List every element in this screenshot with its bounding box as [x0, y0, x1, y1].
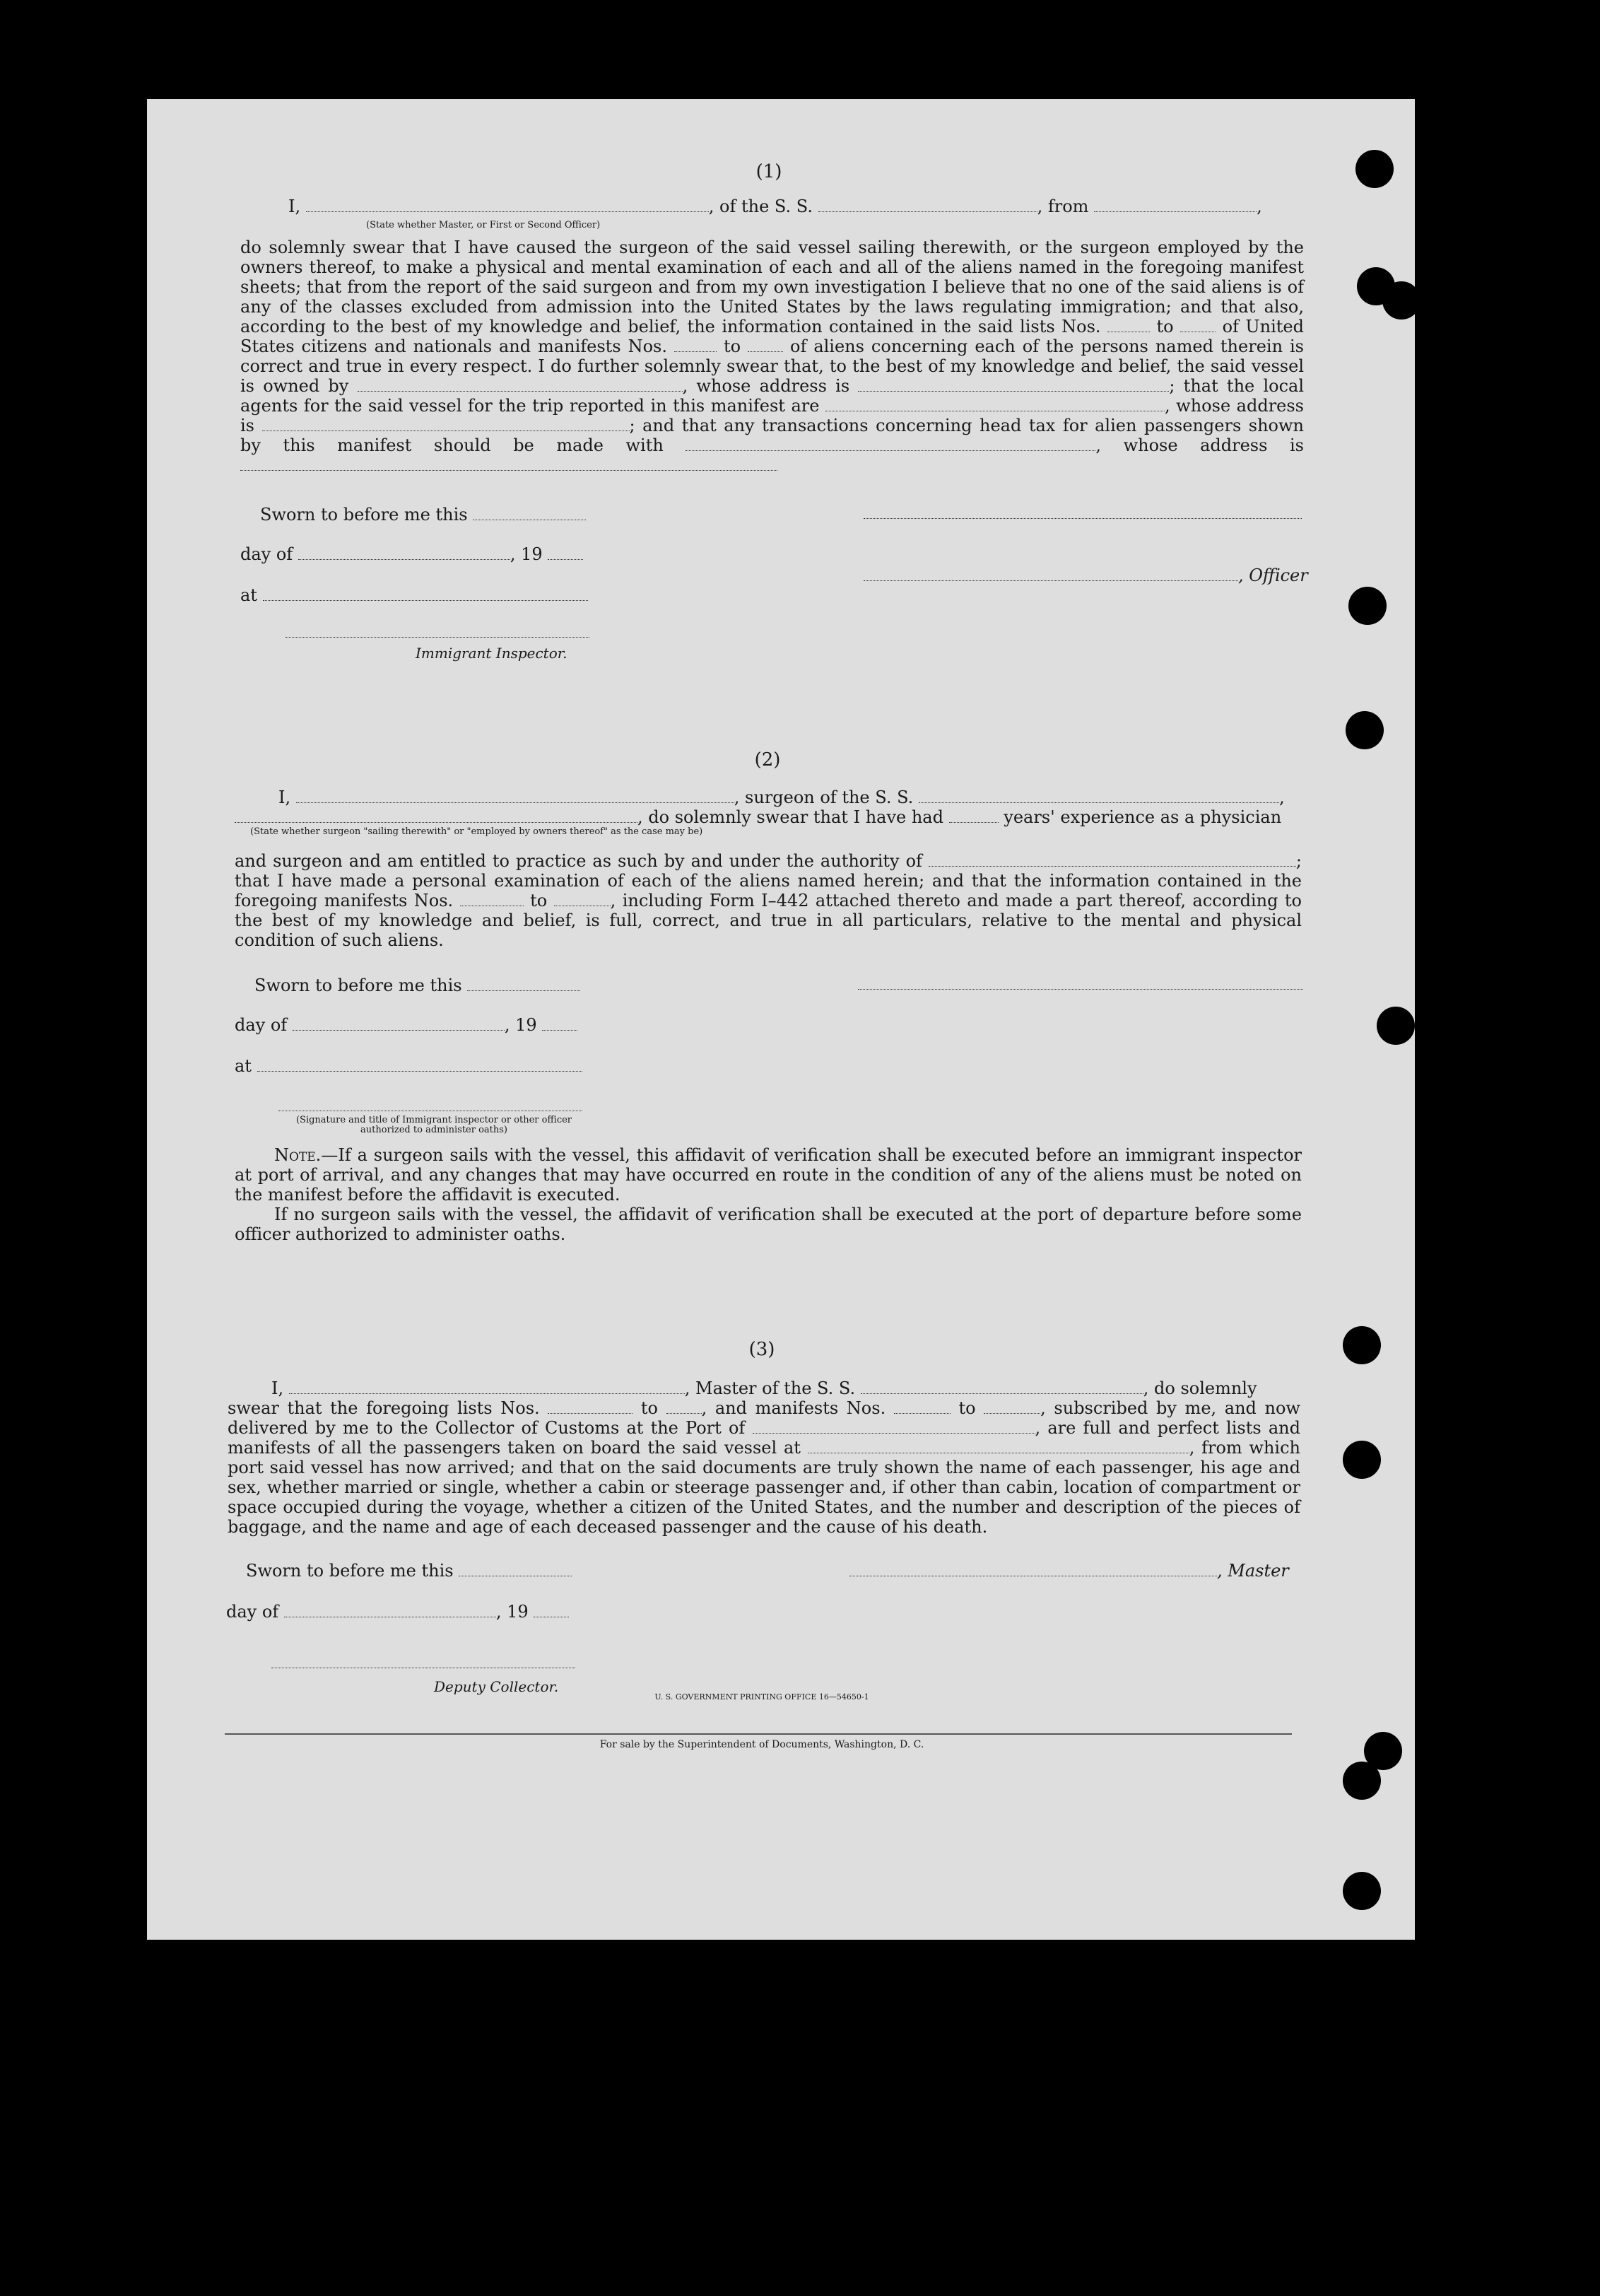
manifests-from-blank[interactable] [674, 339, 717, 352]
text-comma: , [1278, 787, 1285, 807]
text-whose-address: , whose address is [682, 376, 850, 396]
section-2-text-b: that I have made a personal examination of each of the aliens named herein; and that the information contained in the foregoing manifests Nos. [235, 871, 1302, 910]
text-semicolon: ; [1169, 376, 1175, 396]
section-2-line2 [235, 807, 1309, 827]
section-1-number: (1) [755, 161, 782, 182]
text-surgeon-of-ss: , surgeon of the S. S. [734, 787, 914, 807]
collector-signature-blank[interactable] [271, 1653, 575, 1668]
manifests-to-blank[interactable] [748, 339, 783, 352]
place-blank[interactable] [257, 1057, 582, 1072]
section-2-body [235, 851, 1302, 950]
note-label: Note. [274, 1145, 322, 1165]
lists-to-blank[interactable] [666, 1400, 702, 1414]
sworn-label: Sworn to before me this [246, 1561, 454, 1581]
section-2-number: (2) [754, 749, 781, 771]
official-signature-caption: (Signature and title of Immigrant inspector or other officer authorized to administer oaths) [295, 1115, 572, 1135]
sworn-date-blank[interactable] [459, 1562, 572, 1576]
sworn-date-blank[interactable] [467, 976, 580, 991]
sworn-label: Sworn to before me this [254, 976, 462, 995]
text-of-ss: , of the S. S. [708, 197, 813, 216]
text-comma: , [1257, 197, 1262, 216]
section-1-text-d: that the local agents for the said vessel for the trip reported in this manifest are [240, 376, 1304, 416]
text-from: , from [1037, 197, 1089, 216]
punch-hole [1343, 1441, 1381, 1479]
punch-hole [1343, 1326, 1381, 1364]
vessel-name-blank[interactable] [861, 1381, 1143, 1394]
official-signature-blank[interactable] [278, 1096, 582, 1111]
year-blank[interactable] [534, 1603, 569, 1617]
form-page [147, 99, 1415, 1940]
punch-hole [1382, 281, 1420, 320]
surgeon-type-note: (State whether surgeon "sailing therewith" or "employed by owners thereof" as the case may be) [250, 826, 703, 837]
text-swear: , do solemnly swear that I have had [637, 807, 943, 827]
section-3-text-d: , from which port said vessel has now arrived; and that on the said documents are truly shown the name of each passenger, his age and sex, whether married or single, whether a cabin or steerage passenger and, if other than cabin, location of compartment or space occupied during the voyage, whether a citizen of the United States, and the number and description of the pieces of baggage, and the name and age of each deceased passenger and the cause of his death. [228, 1438, 1300, 1537]
text-comma: , [1165, 396, 1170, 416]
section-2-note-2 [235, 1205, 1302, 1244]
section-3-sworn [246, 1561, 572, 1581]
inspector-signature-blank[interactable] [286, 623, 589, 638]
section-2-text-c: , including Form I–442 attached thereto and made a part thereof, according to the best of my knowledge and belief, is full, correct, and true in all particulars, relative to the mental and physical condition of such aliens. [235, 891, 1302, 950]
section-3-master-sig [849, 1561, 1289, 1581]
at-label: at [240, 585, 257, 605]
vessel-name-blank[interactable] [818, 199, 1037, 212]
punch-hole [1343, 1872, 1381, 1910]
text-to: to [1156, 317, 1174, 336]
year-blank[interactable] [548, 545, 583, 560]
officer-rank-note: (State whether Master, or First or Second Officer) [366, 220, 601, 230]
head-tax-address-blank[interactable] [240, 457, 777, 471]
day-of-label: day of [226, 1602, 279, 1622]
section-3-day [226, 1602, 569, 1622]
lists-to-blank[interactable] [1180, 319, 1216, 332]
section-2-day [235, 1015, 577, 1035]
sworn-date-blank[interactable] [473, 505, 586, 520]
surgeon-name-blank[interactable] [296, 790, 734, 803]
master-signature-blank[interactable] [849, 1562, 1217, 1576]
vessel-name-blank[interactable] [919, 790, 1279, 803]
officer-label: , Officer [1238, 566, 1308, 585]
years-blank[interactable] [949, 809, 999, 823]
section-1-opening [288, 197, 1299, 216]
text-do-solemnly: , do solemnly [1143, 1378, 1257, 1398]
section-1-text-e: ; and that any transactions concerning head tax for alien passengers shown by this manifest should be made with [240, 416, 1304, 455]
punch-hole [1343, 1762, 1381, 1800]
punch-hole [1355, 150, 1394, 188]
manifests-to-blank[interactable] [554, 893, 611, 906]
day-of-label: day of [240, 544, 293, 564]
section-2-text-a: and surgeon and am entitled to practice as such by and under the authority of [235, 851, 922, 871]
surgeon-signature-blank[interactable] [858, 975, 1303, 990]
punch-hole [1348, 587, 1387, 625]
agents-address-blank[interactable] [262, 418, 630, 431]
text-master-of-ss: , Master of the S. S. [684, 1378, 856, 1398]
manifests-to-blank[interactable] [984, 1400, 1040, 1414]
lists-from-blank[interactable] [548, 1400, 633, 1414]
day-of-label: day of [235, 1015, 288, 1035]
month-blank[interactable] [293, 1016, 505, 1031]
master-name-blank[interactable] [289, 1381, 685, 1394]
section-2-official-line [278, 1096, 582, 1115]
officer-name-blank[interactable] [306, 199, 709, 212]
month-blank[interactable] [298, 545, 510, 560]
month-blank[interactable] [284, 1603, 496, 1617]
section-2-at [235, 1056, 582, 1076]
authority-blank[interactable] [929, 853, 1296, 867]
text-semicolon: ; [1295, 851, 1302, 871]
text-to: to [958, 1398, 976, 1418]
section-1-sworn [260, 505, 586, 525]
note-text-1: —If a surgeon sails with the vessel, this affidavit of verification shall be executed before an immigrant inspector at port of arrival, and any changes that may have occurred en route in the condition of any of the aliens must be noted on the manifest before the affidavit is executed. [235, 1145, 1302, 1205]
section-1-officer [864, 566, 1308, 585]
text-i: I, [288, 197, 301, 216]
footer-rule [225, 1733, 1292, 1735]
text-years: years' experience as a physician [1004, 807, 1282, 827]
section-3-text-c: , are full and perfect lists and manifests of all the passengers taken on board the said vessel at [228, 1418, 1300, 1458]
section-3-opening [271, 1378, 1300, 1398]
signature-blank[interactable] [864, 504, 1302, 519]
collector-line [271, 1653, 575, 1673]
section-1-signature-line [864, 503, 1302, 523]
inspector-line [286, 622, 589, 642]
section-2-note [235, 1145, 1302, 1205]
text-i: I, [271, 1378, 284, 1398]
sale-notice: For sale by the Superintendent of Documents, Washington, D. C. [599, 1739, 924, 1750]
text-i: I, [278, 787, 291, 807]
owner-blank[interactable] [358, 378, 683, 392]
port-blank[interactable] [753, 1420, 1035, 1434]
manifests-from-blank[interactable] [894, 1400, 951, 1414]
agents-blank[interactable] [825, 398, 1165, 411]
punch-hole [1377, 1007, 1415, 1045]
year-label: , 19 [510, 544, 543, 564]
section-3-body [228, 1398, 1300, 1537]
section-2-opening [278, 787, 1303, 807]
section-1-text-b: of United States citizens and nationals and manifests Nos. [240, 317, 1304, 356]
section-1-at [240, 585, 588, 605]
text-whose-address: whose address is [240, 396, 1305, 435]
from-port-blank[interactable] [1094, 199, 1257, 212]
manifests-from-blank[interactable] [460, 893, 524, 906]
printing-office-line: U. S. GOVERNMENT PRINTING OFFICE 16—54650-1 [654, 1692, 869, 1702]
master-label: , Master [1217, 1561, 1289, 1581]
text-whose-address: , whose address is [1095, 435, 1304, 455]
section-1-day [240, 544, 583, 564]
officer-signature-blank[interactable] [864, 566, 1238, 581]
year-blank[interactable] [542, 1016, 577, 1031]
section-1-text-a: do solemnly swear that I have caused the surgeon of the said vessel sailing therewith, or the surgeon employed by the owners thereof, to make a physical and mental examination of each and all of the aliens named in the foregoing manifest sheets; that from the report of the said surgeon and from my own investigation I believe that no one of the said aliens is of any of the classes excluded from admission into the United States by the laws regulating immigration; and that also, according to the best of my knowledge and belief, the information contained in the said lists Nos. [240, 238, 1304, 336]
year-label: , 19 [504, 1015, 537, 1035]
boarding-port-blank[interactable] [808, 1440, 1189, 1453]
section-3-number: (3) [748, 1339, 775, 1360]
section-2-signature-line [858, 974, 1303, 994]
year-label: , 19 [495, 1602, 529, 1622]
text-to: to [723, 336, 741, 356]
section-1-text-c: of aliens concerning each of the persons named therein is correct and true in every respect. I do further solemnly swear that, to the best of my knowledge and belief, the said vessel is owned by [240, 336, 1304, 396]
immigrant-inspector-caption: Immigrant Inspector. [416, 645, 567, 662]
deputy-collector-caption: Deputy Collector. [434, 1678, 559, 1695]
at-label: at [235, 1056, 252, 1076]
note-text-2: If no surgeon sails with the vessel, the affidavit of verification shall be executed at the port of departure before some officer authorized to administer oaths. [235, 1205, 1302, 1244]
text-and-manifests: , and manifests Nos. [701, 1398, 886, 1418]
lists-from-blank[interactable] [1107, 319, 1150, 332]
owner-address-blank[interactable] [858, 378, 1169, 392]
section-3-text-a: swear that the foregoing lists Nos. [228, 1398, 540, 1418]
head-tax-party-blank[interactable] [686, 438, 1095, 451]
surgeon-type-blank[interactable] [235, 809, 637, 823]
text-to: to [530, 891, 548, 910]
section-2-sworn [254, 976, 580, 995]
section-3-text-b: , subscribed by me, and now delivered by me to the Collector of Customs at the Port of [228, 1398, 1300, 1438]
text-to: to [640, 1398, 658, 1418]
sworn-label: Sworn to before me this [260, 505, 468, 525]
place-blank[interactable] [263, 586, 588, 601]
section-1-body [240, 238, 1304, 475]
punch-hole [1346, 711, 1384, 749]
